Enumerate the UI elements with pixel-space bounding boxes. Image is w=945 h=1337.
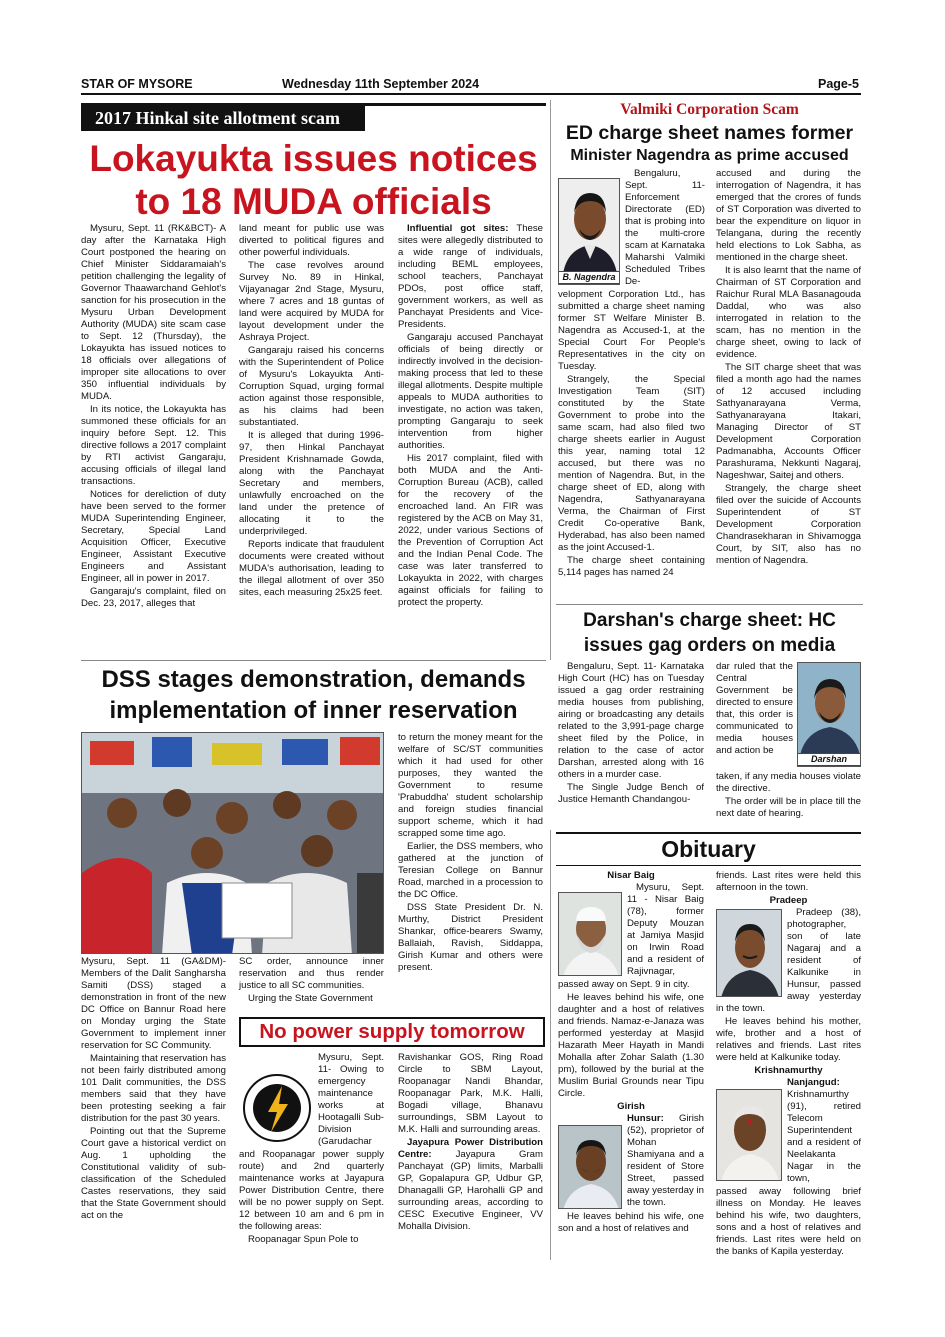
pradeep-photo bbox=[716, 909, 782, 997]
paragraph: Reports indicate that fraudulent documents were created without MUDA's authorisation, leading to the illegal allotment of over 350 sites, each measuring 25x25 feet. bbox=[239, 539, 384, 598]
paragraph: to return the money meant for the welfare of SC/ST communities which it had used for other purposes, they wanted the Government to resume 'Prabuddha' student scholarship and foreign studies financial support scheme, which it had scrapped some time ago. bbox=[398, 732, 543, 839]
obituary-column-2 bbox=[716, 870, 861, 1259]
obituary-pradeep-block bbox=[716, 907, 861, 1064]
paragraph: Bengaluru, Sept. 11- Karnataka High Court (HC) has on Tuesday issued a gag order restraining media houses from publishing, airing or broadcasting any details related to the 3,991-page charge sheet filed by the Police, in relation to the case of actor Darshan, arrested along with 16 others in a murder case. bbox=[558, 661, 704, 780]
paragraph bbox=[398, 1137, 543, 1233]
paragraph: Strangely, the Special Investigation Team (SIT) constituted by the State Government to probe into the same scam, had also filed two charge sheets earlier in August this year, naming total 12 accused, but there was no mention of Nagendra. But, in the charge sheet of ED, along with Nagendra, Sathyanarayana Verma, the Chairman of First Credit Co-operative Bank, Hyderabad, has also been named as the joint Accused-1. bbox=[558, 374, 705, 553]
paragraph: passed away on Sept. 9 in city. bbox=[558, 979, 690, 990]
valmiki-column-1 bbox=[558, 289, 705, 580]
dss-column-1 bbox=[81, 956, 226, 1223]
paragraph: Notices for dereliction of duty have been served to the former MUDA Superintending Engineer, Secretary, Special Land Acquisition Officer, Executive Engineer, Assistant Executive Engineers and Assistant Engineer, all in power in 2017. bbox=[81, 489, 226, 584]
nisar-photo bbox=[558, 892, 622, 976]
darshan-column-1 bbox=[558, 661, 704, 807]
paragraph: Ravishankar GOS, Ring Road Circle to SBM Layout, Roopanagar Nandi Bhandar, Roopanagar Park, M.K. Halli, Bogadi village, Bhanavu surroundings, SBM Layout to M.K. Halli and surrounding areas. bbox=[398, 1052, 543, 1135]
paragraph: It is alleged that during 1996-97, then Hinkal Panchayat President Krishnamade Gowda, along with the Panchayat Secretary and members, unlawfully encroached on the land under the pretence of allocating it to the underprivileged. bbox=[239, 430, 384, 537]
column-divider bbox=[550, 100, 551, 660]
dss-demonstration-photo bbox=[81, 732, 384, 954]
paragraph: Urging the State Government bbox=[248, 993, 373, 1004]
power-column-1 bbox=[239, 1149, 384, 1247]
crowd-photo-icon bbox=[82, 733, 384, 954]
obituary-name-krishnamurthy: Krishnamurthy bbox=[754, 1065, 823, 1076]
masthead-paper-name: STAR OF MYSORE bbox=[81, 77, 193, 91]
darshan-column-2 bbox=[716, 771, 861, 821]
person-portrait-icon bbox=[717, 1090, 782, 1181]
person-portrait-icon bbox=[559, 1126, 622, 1209]
paragraph: velopment Corporation Ltd., has submitted a charge sheet naming former ST Welfare Minister B. Nagendra as Accused-1, at the Special Court For People's Representatives in the city on Tuesday. bbox=[558, 289, 705, 372]
paragraph: Mysuru, Sept. 11 (GA&DM)- Members of the Dalit Sangharsha Samiti (DSS) staged a demonstration in front of the new DC Office on Bannur Road here on Monday urging the State Government to implement inner reservation for SC Community. bbox=[81, 956, 226, 1051]
valmiki-column-2 bbox=[716, 168, 861, 568]
girish-photo bbox=[558, 1125, 622, 1209]
section-rule bbox=[556, 832, 861, 834]
paragraph-text: Krishnamurthy (91), retired Telecom Superintendent and a resident of Neelakanta Nagar in the town, bbox=[787, 1089, 861, 1184]
paragraph-text: Jayapura Gram Panchayat (GP) limits, Marballi GP, Gopalapura GP, Udbur GP, Dhanagalli GP, Harohalli GP and surrounding areas, according to CESC Executive Engineer, VV Mohalla Division. bbox=[398, 1149, 543, 1232]
photo-caption: B. Nagendra bbox=[559, 271, 619, 284]
section-rule bbox=[81, 660, 546, 661]
dss-headline-line-1: DSS stages demonstration, demands bbox=[101, 666, 526, 693]
muda-kicker: 2017 Hinkal site allotment scam bbox=[81, 106, 365, 131]
darshan-headline-line-2: issues gag orders on media bbox=[583, 635, 836, 656]
obituary-nisar-block bbox=[558, 882, 704, 1100]
paragraph-text: Girish (52), proprietor of Mohan Shamiyana and a resident of Store Street, passed away yesterday in the town. bbox=[627, 1113, 704, 1208]
dss-column-2 bbox=[239, 956, 384, 1006]
paragraph: He leaves behind his mother, wife, brother and a host of relatives and friends. Last rites were held at Kalkunike today. bbox=[716, 1016, 861, 1063]
paragraph: It is also learnt that the name of Chairman of ST Corporation and Raichur Rural MLA Basanagouda Daddal, who was also interrogated in relation to the scam, has no mention in the charge sheet, owing to lack of evidence. bbox=[716, 265, 861, 360]
paragraph: Strangely, the charge sheet filed over the suicide of Accounts Superintendent of ST Development Corporation Chandrasekharan in Shivamogga Court, by SIT, also has no mention of Nagendra. bbox=[716, 483, 861, 566]
darshan-headline-line-1: Darshan's charge sheet: HC bbox=[583, 610, 836, 631]
obituary-name-girish: Girish bbox=[617, 1101, 645, 1112]
valmiki-kicker: Valmiki Corporation Scam bbox=[620, 101, 799, 118]
paragraph: SC order, announce inner reservation and thus render justice to all SC communities. bbox=[239, 956, 384, 991]
paragraph: Gangaraju raised his concerns with the Superintendent of Police of Mysuru's Lokayukta Anti-Corruption Squad, urging formal action against those responsible, as his claims had been substantiated. bbox=[239, 345, 384, 428]
muda-column-3 bbox=[398, 223, 543, 610]
nagendra-photo bbox=[558, 178, 620, 285]
dss-column-3 bbox=[398, 732, 543, 975]
paragraph: Bengaluru, Sept. 11- Enforcement Directorate (ED) that is probing into the multi-crore scam at Karnataka Maharshi Valmiki Scheduled Tribes De- bbox=[625, 168, 705, 287]
paragraph: Mysuru, Sept. 11 (RK&BCT)- A day after the Karnataka High Court postponed the hearing on Chief Minister Siddaramaiah's petition challenging the legality of Governor Thaawarchand Gehlot's sanction for his prosecution in the Mysuru Urban Development Authority (MUDA) site scam case to Sept. 12 (Thursday), the Lokayukta has issued notices to 18 officials over allegations of improper site allocations to over 350 influential individuals by MUDA. bbox=[81, 223, 226, 402]
paragraph: He leaves behind his wife, one son and a host of relatives and bbox=[558, 1211, 704, 1234]
power-headline-box bbox=[239, 1017, 545, 1047]
obituary-krishnamurthy-block bbox=[716, 1077, 861, 1258]
paragraph: Pointing out that the Supreme Court gave a historical verdict on Aug. 1 upholding the Constitutional validity of sub-classification of the Scheduled Castes reservations, they said that the State Government should act on the bbox=[81, 1126, 226, 1221]
paragraph: Mysuru, Sept. 11 - Nisar Baig (78), former Deputy Mouzan at Jamiya Masjid on Irwin Road and a resident of Rajivnagar, bbox=[627, 882, 704, 977]
subhead: Jayapura Power Distribution Centre: bbox=[398, 1137, 543, 1160]
valmiki-headline-line-1: ED charge sheet names former bbox=[565, 122, 854, 144]
obituary-title: Obituary bbox=[661, 836, 756, 862]
subhead: Influential got sites: bbox=[407, 223, 509, 234]
muda-headline: Lokayukta issues notices to 18 MUDA officials bbox=[89, 138, 538, 222]
masthead-rule bbox=[81, 93, 861, 95]
paragraph: In its notice, the Lokayukta has summoned these officials for an inquiry before Sept. 12. This directive follows a 2017 complaint by RTI activist Gangaraju, accusing officials of illegal land transactions. bbox=[81, 404, 226, 487]
obituary-name-pradeep: Pradeep bbox=[769, 895, 808, 906]
dss-headline-line-2: implementation of inner reservation bbox=[109, 697, 518, 724]
dateline: Nanjangud: bbox=[787, 1077, 840, 1088]
paragraph: Maintaining that reservation has not been fairly distributed among 101 Dalit communities, the DSS members said that they have been protesting seeking a fair distribution for the past 30 years. bbox=[81, 1053, 226, 1124]
section-rule bbox=[556, 865, 861, 866]
paragraph: and Roopanagar power supply route) and 2nd quarterly maintenance works at Jayapura Power Distribution Centre, there will be no power supply on Sept. 12 between 10 am and 6 pm in the following areas: bbox=[239, 1149, 384, 1232]
person-portrait-icon bbox=[717, 910, 782, 997]
paragraph: The charge sheet containing 5,114 pages has named 24 bbox=[558, 555, 705, 578]
krishnamurthy-photo bbox=[716, 1089, 782, 1181]
dateline: Hunsur: bbox=[627, 1113, 664, 1124]
paragraph: Gangaraju's complaint, filed on Dec. 23, 2017, alleges that bbox=[81, 586, 226, 609]
valmiki-wrap-text bbox=[625, 168, 705, 289]
paragraph: The Single Judge Bench of Justice Hemanth Chandangou- bbox=[558, 782, 704, 805]
paragraph: Earlier, the DSS members, who gathered at the junction of Teresian College on Bannur Road, marched in a procession to the DC Office. bbox=[398, 841, 543, 900]
muda-column-1 bbox=[81, 223, 226, 611]
masthead-page-number: Page-5 bbox=[818, 77, 859, 91]
paragraph: taken, if any media houses violate the directive. bbox=[716, 771, 861, 794]
paragraph: DSS State President Dr. N. Murthy, District President Shankar, office-bearers Swamy, Ballaiah, Ravish, Siddappa, Girish Kumar and others were present. bbox=[398, 902, 543, 973]
power-column-2 bbox=[398, 1052, 543, 1234]
valmiki-headline-line-2: Minister Nagendra as prime accused bbox=[570, 147, 849, 164]
darshan-wrap-text bbox=[716, 661, 793, 758]
paragraph: He leaves behind his wife, one daughter and a host of relatives and friends. Namaz-e-Janaza was performed yesterday at Masjid Hazarath Meer Hayath in Mandi Mohalla after Zohar Salath (1.30 pm), followed by the burial at the Muslim Burial Grounds near Tipu Circle. bbox=[558, 992, 704, 1099]
paragraph-text: These sites were allegedly distributed to a wide range of individuals, including BEML employees, school teachers, Panchayat PDOs, post office staff, government workers, as well as Panchayat Presidents and Vice-Presidents. bbox=[398, 223, 543, 330]
paragraph: land meant for public use was diverted to political figures and other powerful individuals. bbox=[239, 223, 384, 258]
muda-column-2 bbox=[239, 223, 384, 600]
obituary-girish-block bbox=[558, 1113, 704, 1235]
darshan-photo bbox=[797, 662, 861, 767]
person-portrait-icon bbox=[559, 179, 620, 274]
photo-caption: Darshan bbox=[798, 753, 860, 766]
paragraph: Pradeep (38), photographer, son of late Nagaraj and a resident of Kalkunike in Hunsur, passed away yesterday in the town. bbox=[716, 907, 861, 1014]
power-intro bbox=[250, 1052, 384, 1149]
paragraph: The order will be in place till the next date of hearing. bbox=[716, 796, 861, 819]
obituary-column-1 bbox=[558, 870, 704, 1236]
obituary-name-nisar: Nisar Baig bbox=[607, 870, 655, 881]
paragraph: dar ruled that the Central Government be directed to ensure that, this order is communicated to media houses and action be bbox=[716, 661, 793, 756]
paragraph: His 2017 complaint, filed with both MUDA and the Anti-Corruption Bureau (ACB), called for the recovery of the encroached land. An FIR was registered by the ACB on May 31, 2022, under various Sections of the Prevention of Corruption Act and the Indian Penal Code. The case was later transferred to Lokayukta in 2022, with charges against officials for failing to protect the property. bbox=[398, 453, 543, 608]
column-divider bbox=[550, 830, 551, 1260]
paragraph: The SIT charge sheet that was filed a month ago had the names of 12 accused including Sathyanarayana Verma, Sathyanarayana Itakari, Managing Director of ST Development Corporation Padmanabha, Accounts Officer Parashurama, Nekkunti Nagaraj, Nageshwar, Saitej and others. bbox=[716, 362, 861, 481]
paragraph: Roopanagar Spun Pole to bbox=[248, 1234, 359, 1245]
section-rule bbox=[556, 604, 863, 605]
paragraph: Mysuru, Sept. 11- Owing to emergency maintenance works at Hootagalli Sub-Division (Garudachar bbox=[318, 1052, 384, 1147]
paragraph: passed away following brief illness on Monday. He leaves behind his wife, two daughters, sons and a host of relatives and friends. Last rites were held on the banks of Kapila yesterday. bbox=[716, 1186, 861, 1257]
paragraph: accused and during the interrogation of Nagendra, it has emerged that the crores of funds of ST Corporation was diverted to bear the expenditure on liquor in Telangana, during the recently held elections to Lok Sabha, as mentioned in the charge sheet. bbox=[716, 168, 861, 263]
paragraph: Gangaraju accused Panchayat officials of being directly or indirectly involved in the decision-making process that led to these illegal allotments. Despite multiple appeals to MUDA authorities to investigate, no action was taken, prompting Gangaraju to seek intervention from higher authorities. bbox=[398, 332, 543, 451]
person-portrait-icon bbox=[559, 893, 622, 976]
paragraph: friends. Last rites were held this afternoon in the town. bbox=[716, 870, 861, 893]
masthead-date: Wednesday 11th September 2024 bbox=[282, 77, 480, 91]
paragraph bbox=[398, 223, 543, 331]
paragraph: The case revolves around Survey No. 89 in Hinkal, Vijayanagar 2nd Stage, Mysuru, where 7 acres and 18 guntas of land were acquired by MUDA for layout development under the Ashraya Project. bbox=[239, 260, 384, 343]
person-portrait-icon bbox=[798, 663, 861, 755]
power-headline: No power supply tomorrow bbox=[259, 1020, 525, 1043]
